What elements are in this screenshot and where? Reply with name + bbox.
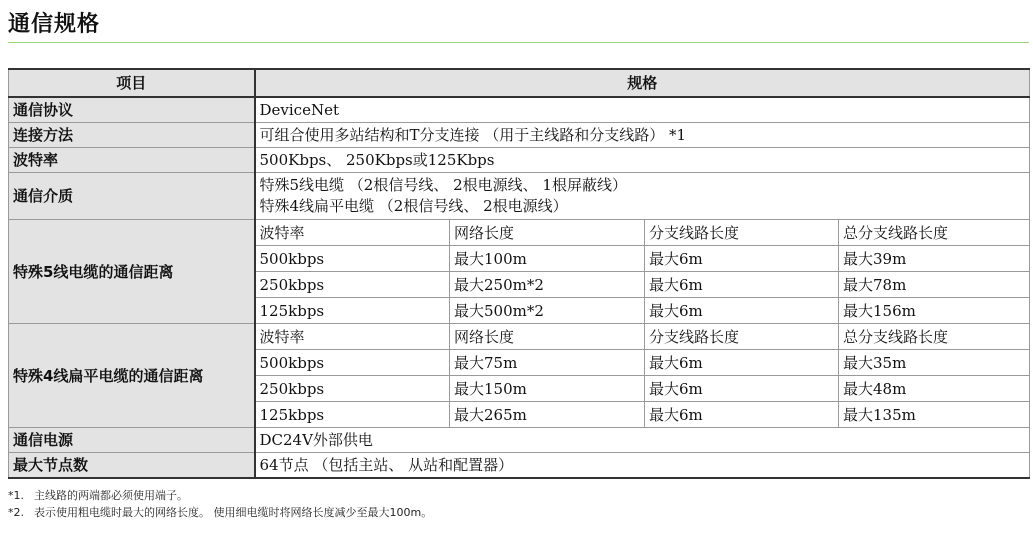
- dist4-cell: 最大6m: [645, 350, 839, 376]
- table-row: [9, 123, 1030, 148]
- header-spec: 规格: [255, 69, 1030, 97]
- medium-line-5wire: 特殊5线电缆 （2根信号线、 2根电源线、 1根屏蔽线）: [259, 176, 627, 194]
- dist4-col-network: 网络长度: [450, 324, 645, 350]
- dist5-cell: 最大6m: [645, 246, 839, 272]
- dist5-col-baud: 波特率: [255, 220, 450, 246]
- spec-table: [8, 68, 1030, 479]
- dist4-cell: 500kbps: [255, 350, 450, 376]
- row-label-medium: 通信介质: [9, 173, 255, 220]
- dist5-col-branch: 分支线路长度: [645, 220, 839, 246]
- row-value-connection: 可组合使用多站结构和T分支连接 （用于主线路和分支线路） *1: [255, 123, 1030, 148]
- footnote-mark: *2.: [8, 506, 24, 519]
- row-value-baud: 500Kbps、 250Kbps或125Kbps: [255, 148, 1030, 173]
- table-row: [9, 148, 1030, 173]
- dist4-cell: 最大265m: [450, 402, 645, 428]
- dist5-cell: 最大100m: [450, 246, 645, 272]
- table-row: [9, 220, 1030, 246]
- table-row: [9, 97, 1030, 123]
- dist5-cell: 125kbps: [255, 298, 450, 324]
- table-header-row: [9, 69, 1030, 97]
- row-label-dist4: 特殊4线扁平电缆的通信距离: [9, 324, 255, 428]
- dist5-cell: 最大6m: [645, 272, 839, 298]
- dist5-cell: 最大156m: [839, 298, 1030, 324]
- dist5-cell: 最大500m*2: [450, 298, 645, 324]
- title-divider: [8, 42, 1029, 43]
- table-row: [9, 324, 1030, 350]
- dist4-cell: 250kbps: [255, 376, 450, 402]
- dist4-cell: 最大6m: [645, 376, 839, 402]
- dist5-cell: 最大250m*2: [450, 272, 645, 298]
- row-value-medium: [255, 173, 1030, 220]
- row-label-connection: 连接方法: [9, 123, 255, 148]
- table-row: [9, 453, 1030, 479]
- dist4-cell: 125kbps: [255, 402, 450, 428]
- table-row: [9, 428, 1030, 453]
- dist4-col-branch: 分支线路长度: [645, 324, 839, 350]
- footnote-text: 主线路的两端都必须使用端子。: [34, 489, 188, 502]
- dist4-cell: 最大75m: [450, 350, 645, 376]
- footnote-mark: *1.: [8, 489, 24, 502]
- row-label-baud: 波特率: [9, 148, 255, 173]
- row-value-nodes: 64节点 （包括主站、 从站和配置器）: [255, 453, 1030, 479]
- dist4-cell: 最大150m: [450, 376, 645, 402]
- dist5-col-total-branch: 总分支线路长度: [839, 220, 1030, 246]
- dist4-cell: 最大6m: [645, 402, 839, 428]
- footnote-2: [8, 504, 432, 521]
- row-value-power: DC24V外部供电: [255, 428, 1030, 453]
- dist5-col-network: 网络长度: [450, 220, 645, 246]
- dist5-cell: 500kbps: [255, 246, 450, 272]
- row-value-protocol: DeviceNet: [255, 97, 1030, 123]
- dist4-col-total-branch: 总分支线路长度: [839, 324, 1030, 350]
- row-label-protocol: 通信协议: [9, 97, 255, 123]
- table-row: [9, 173, 1030, 220]
- dist5-cell: 最大6m: [645, 298, 839, 324]
- page-title: 通信规格: [8, 12, 101, 37]
- dist4-cell: 最大48m: [839, 376, 1030, 402]
- header-item: 项目: [9, 69, 255, 97]
- footnotes: [8, 487, 432, 521]
- dist4-cell: 最大135m: [839, 402, 1030, 428]
- footnote-text: 表示使用粗电缆时最大的网络长度。 使用细电缆时将网络长度减少至最大100m。: [34, 506, 433, 519]
- dist5-cell: 250kbps: [255, 272, 450, 298]
- dist5-cell: 最大78m: [839, 272, 1030, 298]
- row-label-power: 通信电源: [9, 428, 255, 453]
- footnote-1: [8, 487, 432, 504]
- row-label-nodes: 最大节点数: [9, 453, 255, 479]
- dist5-cell: 最大39m: [839, 246, 1030, 272]
- medium-line-4wire: 特殊4线扁平电缆 （2根信号线、 2根电源线）: [259, 197, 568, 215]
- dist4-col-baud: 波特率: [255, 324, 450, 350]
- row-label-dist5: 特殊5线电缆的通信距离: [9, 220, 255, 324]
- dist4-cell: 最大35m: [839, 350, 1030, 376]
